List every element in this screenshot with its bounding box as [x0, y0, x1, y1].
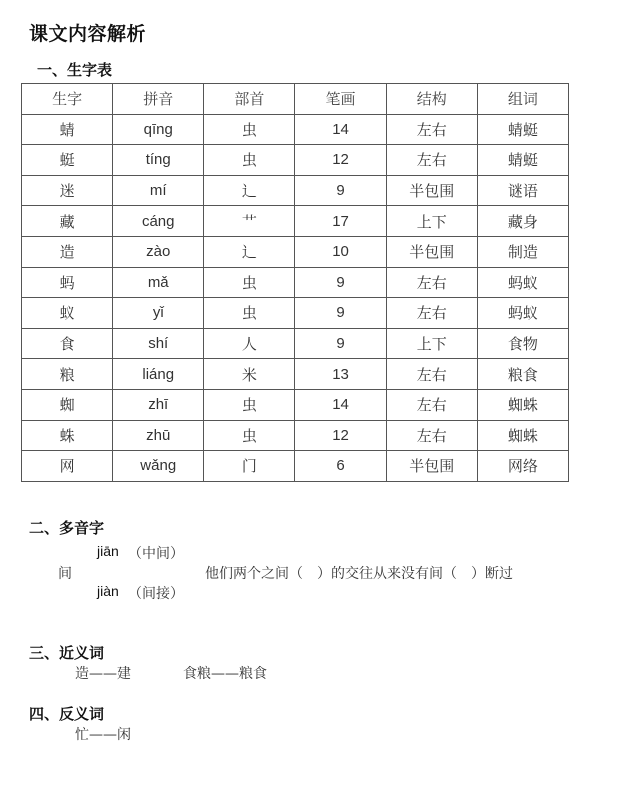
cell-character: 蚂 [22, 267, 113, 298]
column-header: 笔画 [295, 84, 386, 115]
table-row [22, 206, 569, 237]
table-header-row [22, 84, 569, 115]
cell-structure: 左右 [386, 145, 477, 176]
table-row [22, 114, 569, 145]
column-header: 拼音 [113, 84, 204, 115]
cell-radical: 米 [204, 359, 295, 390]
cell-structure: 半包围 [386, 236, 477, 267]
cell-structure: 左右 [386, 114, 477, 145]
cell-pinyin: tíng [113, 145, 204, 176]
cell-character: 蛛 [22, 420, 113, 451]
section1-heading: 一、生字表 [37, 61, 113, 79]
cell-strokes: 14 [295, 389, 386, 420]
cell-pinyin: qīng [113, 114, 204, 145]
example-jian1: （中间） [128, 546, 184, 562]
table-row [22, 236, 569, 267]
character-table [21, 83, 569, 482]
column-header: 组词 [477, 84, 568, 115]
cell-character: 蜓 [22, 145, 113, 176]
cell-radical: 门 [204, 451, 295, 482]
column-header: 结构 [386, 84, 477, 115]
section4-heading: 四、反义词 [29, 705, 105, 723]
cell-word: 食物 [477, 328, 568, 359]
cell-character: 网 [22, 451, 113, 482]
table-row [22, 267, 569, 298]
cell-radical: 虫 [204, 267, 295, 298]
cell-character: 蜻 [22, 114, 113, 145]
cell-strokes: 14 [295, 114, 386, 145]
cell-strokes: 10 [295, 236, 386, 267]
antonym-pair: 忙——闲 [75, 727, 131, 743]
page-title: 课文内容解析 [29, 23, 147, 45]
table-row [22, 145, 569, 176]
cell-structure: 左右 [386, 298, 477, 329]
column-header: 部首 [204, 84, 295, 115]
cell-character: 蚁 [22, 298, 113, 329]
cell-strokes: 13 [295, 359, 386, 390]
cell-word: 蜻蜓 [477, 145, 568, 176]
cell-radical: 人 [204, 328, 295, 359]
pinyin-jian1: jiān [97, 543, 119, 559]
polyphone-sentence: 他们两个之间（ ）的交往从来没有间（ ）断过 [205, 566, 513, 582]
cell-structure: 左右 [386, 359, 477, 390]
cell-structure: 左右 [386, 420, 477, 451]
table-row [22, 420, 569, 451]
pinyin-jian4: jiàn [97, 583, 119, 599]
cell-character: 粮 [22, 359, 113, 390]
cell-character: 造 [22, 236, 113, 267]
cell-structure: 半包围 [386, 175, 477, 206]
table-row [22, 389, 569, 420]
table-row [22, 298, 569, 329]
section3-heading: 三、近义词 [29, 644, 105, 662]
section2-heading: 二、多音字 [29, 519, 105, 537]
cell-character: 迷 [22, 175, 113, 206]
table-row [22, 359, 569, 390]
cell-strokes: 9 [295, 267, 386, 298]
cell-radical: 艹 [204, 206, 295, 237]
cell-word: 蚂蚁 [477, 267, 568, 298]
cell-pinyin: wǎng [113, 451, 204, 482]
polyphone-char: 间 [58, 566, 72, 582]
cell-word: 蜘蛛 [477, 420, 568, 451]
cell-pinyin: mí [113, 175, 204, 206]
cell-word: 制造 [477, 236, 568, 267]
cell-radical: 虫 [204, 389, 295, 420]
cell-structure: 左右 [386, 389, 477, 420]
synonym-pair: 食粮——粮食 [183, 666, 267, 682]
cell-pinyin: shí [113, 328, 204, 359]
cell-pinyin: liáng [113, 359, 204, 390]
cell-structure: 半包围 [386, 451, 477, 482]
cell-pinyin: zào [113, 236, 204, 267]
cell-radical: 虫 [204, 420, 295, 451]
cell-structure: 左右 [386, 267, 477, 298]
cell-word: 蚂蚁 [477, 298, 568, 329]
cell-word: 网络 [477, 451, 568, 482]
cell-pinyin: zhū [113, 420, 204, 451]
cell-strokes: 9 [295, 175, 386, 206]
cell-pinyin: mǎ [113, 267, 204, 298]
table-row [22, 451, 569, 482]
cell-pinyin: yǐ [113, 298, 204, 329]
cell-strokes: 17 [295, 206, 386, 237]
cell-character: 食 [22, 328, 113, 359]
cell-structure: 上下 [386, 328, 477, 359]
cell-radical: 辶 [204, 236, 295, 267]
cell-word: 蜘蛛 [477, 389, 568, 420]
cell-structure: 上下 [386, 206, 477, 237]
cell-strokes: 9 [295, 328, 386, 359]
cell-word: 粮食 [477, 359, 568, 390]
cell-radical: 虫 [204, 298, 295, 329]
cell-radical: 虫 [204, 145, 295, 176]
cell-character: 藏 [22, 206, 113, 237]
table-row [22, 328, 569, 359]
cell-strokes: 12 [295, 420, 386, 451]
cell-word: 蜻蜓 [477, 114, 568, 145]
table-row [22, 175, 569, 206]
cell-radical: 辶 [204, 175, 295, 206]
example-jian4: （间接） [128, 586, 184, 602]
cell-word: 藏身 [477, 206, 568, 237]
cell-character: 蜘 [22, 389, 113, 420]
cell-word: 谜语 [477, 175, 568, 206]
cell-strokes: 9 [295, 298, 386, 329]
cell-pinyin: cáng [113, 206, 204, 237]
cell-pinyin: zhī [113, 389, 204, 420]
cell-strokes: 6 [295, 451, 386, 482]
synonym-pair: 造——建 [75, 666, 131, 682]
cell-radical: 虫 [204, 114, 295, 145]
column-header: 生字 [22, 84, 113, 115]
cell-strokes: 12 [295, 145, 386, 176]
